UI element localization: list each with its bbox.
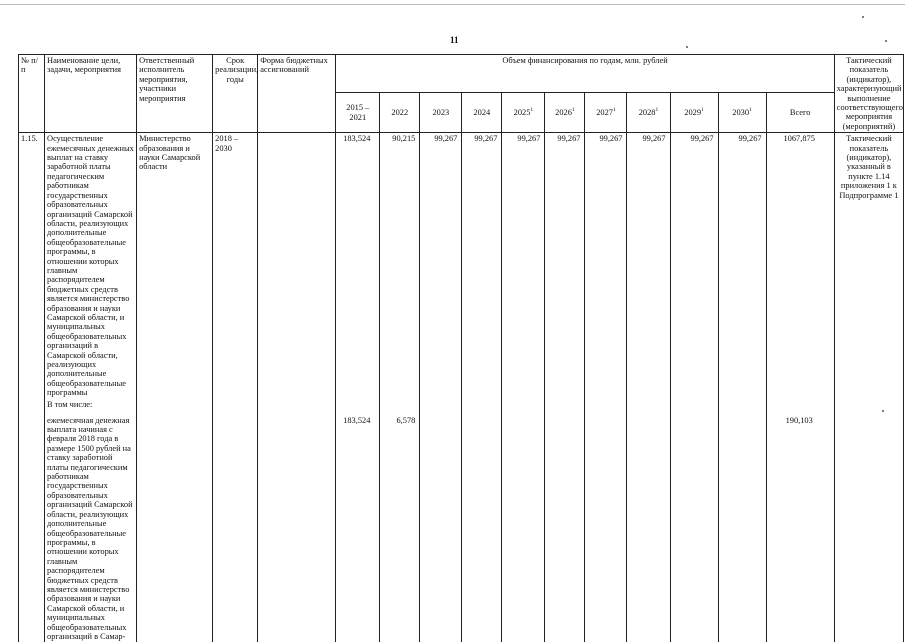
value-cell	[462, 415, 502, 642]
value-cell	[718, 415, 766, 642]
value-cell	[585, 415, 627, 642]
year-footnote-mark: 1	[655, 107, 659, 114]
page-number: 11	[450, 35, 459, 45]
value-cell: 99,267	[545, 133, 585, 399]
row-budget-form	[258, 133, 336, 399]
value-cell: 6,578	[380, 415, 420, 642]
value-cell	[545, 415, 585, 642]
table-row	[19, 415, 904, 642]
year-footnote-mark: 1	[571, 107, 575, 114]
year-label: 2029	[684, 107, 702, 117]
year-footnote-mark: 1	[701, 107, 704, 114]
value-cell	[420, 415, 462, 642]
total-cell: 1067,875	[766, 133, 834, 399]
value-cell: 99,267	[502, 133, 545, 399]
row-executor: Министерство образования и науки Самарской области	[137, 133, 213, 399]
header-num: № п/п	[19, 55, 45, 133]
year-label: 2023	[432, 107, 450, 117]
total-cell: 190,103	[766, 415, 834, 642]
year-footnote-mark: 1	[530, 107, 534, 114]
header-year-8	[670, 93, 718, 133]
row-number: 1.15.	[19, 133, 45, 399]
year-label: Всего	[789, 107, 811, 117]
value-cell: 99,267	[420, 133, 462, 399]
year-footnote-mark: 1	[749, 107, 752, 114]
scan-speck	[862, 16, 864, 18]
value-cell: 183,524	[336, 133, 380, 399]
table-row	[19, 133, 904, 399]
year-label: 2030	[732, 107, 750, 117]
year-label: 2015 – 2021	[346, 103, 370, 122]
funding-table	[18, 54, 904, 642]
header-year-3	[462, 93, 502, 133]
subtitle-text: В том числе:	[45, 399, 137, 415]
year-label: 2022	[391, 107, 409, 117]
value-cell	[670, 415, 718, 642]
year-label: 2028	[638, 107, 656, 117]
year-label: 2024	[473, 107, 491, 117]
scan-speck	[686, 46, 688, 48]
year-label: 2026	[555, 107, 572, 117]
value-cell: 183,524	[336, 415, 380, 642]
value-cell: 99,267	[670, 133, 718, 399]
header-year-9	[718, 93, 766, 133]
year-label: 2025	[513, 107, 531, 117]
header-year-7	[627, 93, 670, 133]
row-name: ежемесячная денежная выплата начиная с февраля 2018 года в размере 1500 рублей на ставку заработной платы педагогическим работникам государственных образовательных организаций Самарской области, реализующих дополнительные общеобразовательные программы, в отношении которых главным распорядителем бюджетных средств является министерство образования и науки Самарской области, и муниципальных общеобразовательных организаций в Самар-	[45, 415, 137, 642]
year-label: 2027	[596, 107, 613, 117]
row-name: Осуществление ежемесячных денежных выплат на ставку заработной платы педагогическим работникам государственных образовательных организаций Самарской области, реализующих дополнительные общеобразовательные программы, в отношении которых главным распорядителем бюджетных средств является министерство образования и науки Самарской области, и муниципальных общеобразовательных организаций в Самарской области, реализующих дополнительные общеобразовательные программы	[45, 133, 137, 399]
table-row	[19, 399, 904, 415]
header-row	[19, 55, 904, 93]
header-executor: Ответственный исполнитель мероприятия, участники мероприятия	[137, 55, 213, 133]
year-footnote-mark: 1	[612, 107, 616, 114]
header-year-1	[380, 93, 420, 133]
row-period: 2018 – 2030	[213, 133, 258, 399]
value-cell	[627, 415, 670, 642]
header-name: Наименование цели, задачи, мероприятия	[45, 55, 137, 133]
value-cell: 99,267	[627, 133, 670, 399]
header-year-4	[502, 93, 545, 133]
scan-speck	[885, 40, 887, 42]
header-period: Срок реализации, годы	[213, 55, 258, 133]
header-year-0	[336, 93, 380, 133]
header-year-6	[585, 93, 627, 133]
header-indicator: Тактический показатель (индикатор), характеризующий выполнение соответствующего мероприятия (мероприятий)	[834, 55, 903, 133]
value-cell: 99,267	[462, 133, 502, 399]
value-cell: 99,267	[585, 133, 627, 399]
header-year-2	[420, 93, 462, 133]
header-year-10	[766, 93, 834, 133]
header-year-5	[545, 93, 585, 133]
value-cell: 99,267	[718, 133, 766, 399]
value-cell: 90,215	[380, 133, 420, 399]
row-indicator: Тактический показатель (индикатор), указанный в пункте 1.14 приложения 1 к Подпрограмме 1	[834, 133, 903, 399]
value-cell	[502, 415, 545, 642]
header-funding: Объем финансирования по годам, млн. рублей	[336, 55, 835, 93]
header-budget-form: Форма бюджетных ассигнований	[258, 55, 336, 133]
scan-edge-line	[0, 4, 905, 5]
